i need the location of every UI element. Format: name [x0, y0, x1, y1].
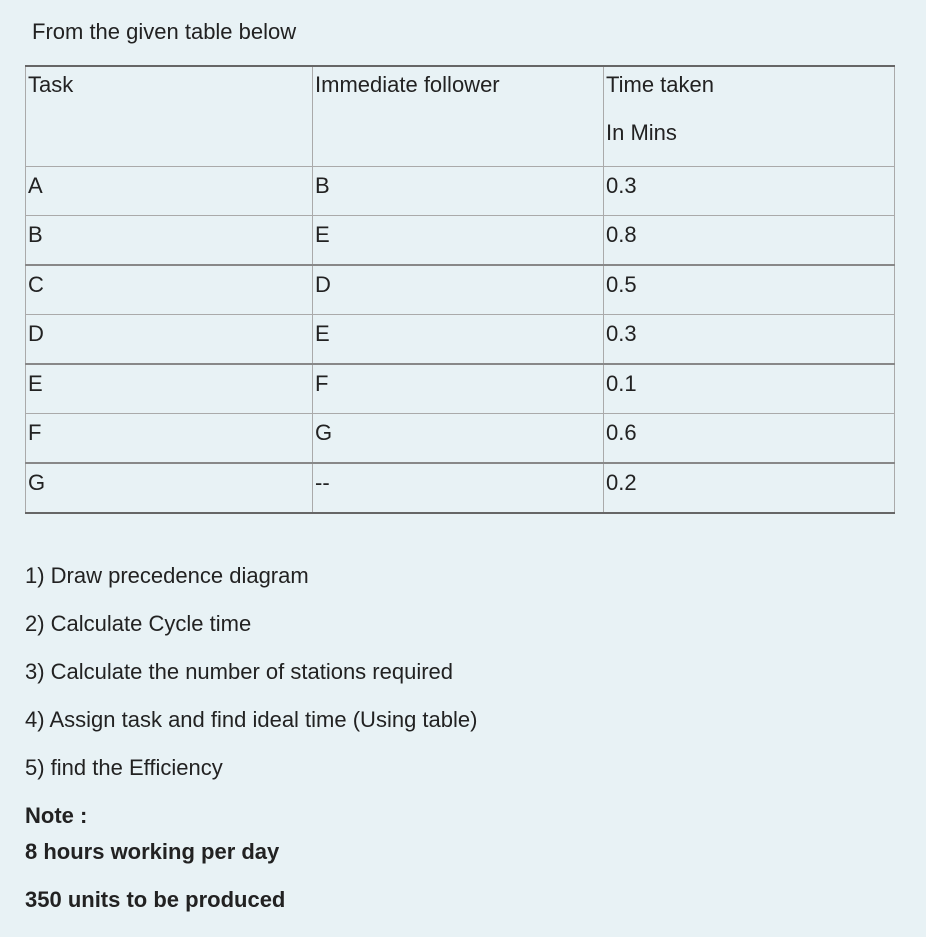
cell-task: E — [26, 364, 313, 414]
header-time-line1: Time taken — [606, 72, 715, 97]
question-item: 4) Assign task and find ideal time (Using table) — [25, 707, 478, 732]
cell-time: 0.5 — [604, 265, 895, 315]
table-row — [26, 463, 895, 513]
cell-follower: F — [313, 364, 604, 414]
note-block — [25, 800, 285, 920]
note-line-units: 350 units to be produced — [25, 887, 286, 912]
table-header-row — [26, 66, 895, 167]
cell-follower: G — [313, 414, 604, 464]
cell-task: B — [26, 216, 313, 266]
cell-follower: D — [313, 265, 604, 315]
question-list — [25, 560, 477, 800]
cell-time: 0.2 — [604, 463, 895, 513]
question-item: 5) find the Efficiency — [25, 755, 223, 780]
question-item: 2) Calculate Cycle time — [25, 611, 252, 636]
header-follower: Immediate follower — [313, 66, 604, 167]
cell-follower: E — [313, 315, 604, 365]
cell-task: G — [26, 463, 313, 513]
cell-task: C — [26, 265, 313, 315]
task-table — [25, 65, 895, 514]
header-task: Task — [26, 66, 313, 167]
header-time — [604, 66, 895, 167]
cell-time: 0.1 — [604, 364, 895, 414]
table-row — [26, 315, 895, 365]
table-row — [26, 167, 895, 216]
cell-time: 0.6 — [604, 414, 895, 464]
intro-text: From the given table below — [32, 19, 297, 44]
table-row — [26, 216, 895, 266]
question-item: 3) Calculate the number of stations required — [25, 659, 454, 684]
cell-time: 0.8 — [604, 216, 895, 266]
cell-task: F — [26, 414, 313, 464]
cell-task: A — [26, 167, 313, 216]
table-row — [26, 414, 895, 464]
header-time-line2: In Mins — [606, 120, 677, 145]
cell-follower: E — [313, 216, 604, 266]
cell-follower: B — [313, 167, 604, 216]
cell-follower: -- — [313, 463, 604, 513]
cell-time: 0.3 — [604, 167, 895, 216]
note-line-hours: 8 hours working per day — [25, 839, 280, 864]
cell-task: D — [26, 315, 313, 365]
table-row — [26, 364, 895, 414]
question-item: 1) Draw precedence diagram — [25, 563, 309, 588]
cell-time: 0.3 — [604, 315, 895, 365]
table-row — [26, 265, 895, 315]
note-label: Note : — [25, 803, 88, 828]
